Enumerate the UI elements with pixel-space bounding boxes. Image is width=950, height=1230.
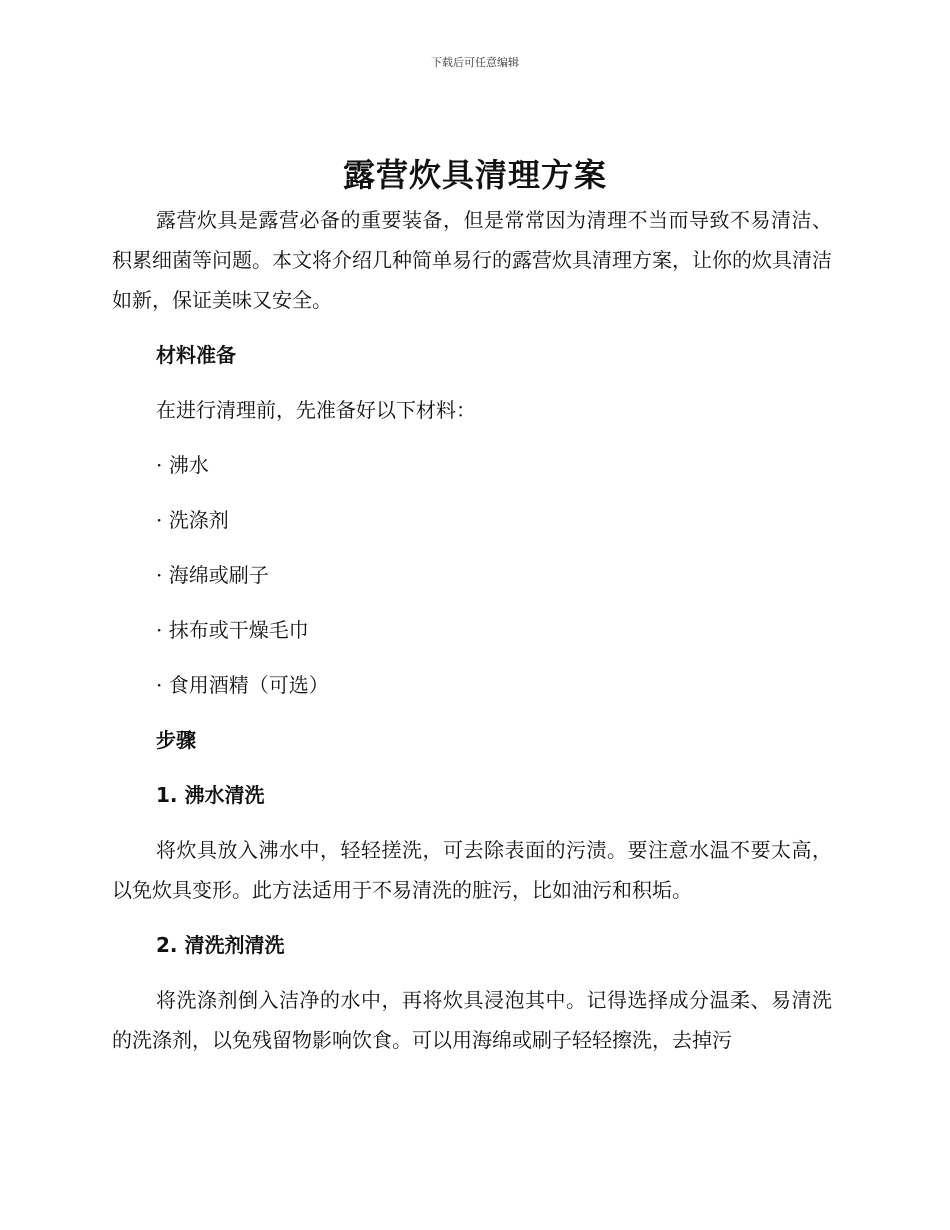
step2-heading: 2. 清洗剂清洗 bbox=[156, 933, 285, 957]
list-item: · 洗涤剂 bbox=[156, 508, 229, 532]
page-header-note: 下载后可任意编辑 bbox=[431, 56, 519, 69]
list-item: · 食用酒精（可选） bbox=[156, 673, 329, 697]
list-item: · 沸水 bbox=[156, 453, 209, 477]
list-item: · 海绵或刷子 bbox=[156, 563, 269, 587]
step1-paragraph: 将炊具放入沸水中，轻轻搓洗，可去除表面的污渍。要注意水温不要太高，以免炊具变形。此方法适用于不易清洗的脏污，比如油污和积垢。 bbox=[112, 838, 832, 902]
steps-heading: 步骤 bbox=[156, 728, 196, 752]
step2-paragraph: 将洗涤剂倒入洁净的水中，再将炊具浸泡其中。记得选择成分温柔、易清洗的洗涤剂，以免残留物影响饮食。可以用海绵或刷子轻轻擦洗，去掉污 bbox=[112, 988, 832, 1052]
materials-heading: 材料准备 bbox=[156, 343, 236, 367]
intro-paragraph: 露营炊具是露营必备的重要装备，但是常常因为清理不当而导致不易清洁、积累细菌等问题。本文将介绍几种简单易行的露营炊具清理方案，让你的炊具清洁如新，保证美味又安全。 bbox=[112, 208, 832, 312]
materials-lead: 在进行清理前，先准备好以下材料： bbox=[156, 398, 476, 422]
materials-list bbox=[112, 445, 832, 705]
step1-heading: 1. 沸水清洗 bbox=[156, 783, 265, 807]
document-body bbox=[112, 200, 832, 1060]
list-item: · 抹布或干燥毛巾 bbox=[156, 618, 309, 642]
document-title: 露营炊具清理方案 bbox=[342, 156, 607, 194]
